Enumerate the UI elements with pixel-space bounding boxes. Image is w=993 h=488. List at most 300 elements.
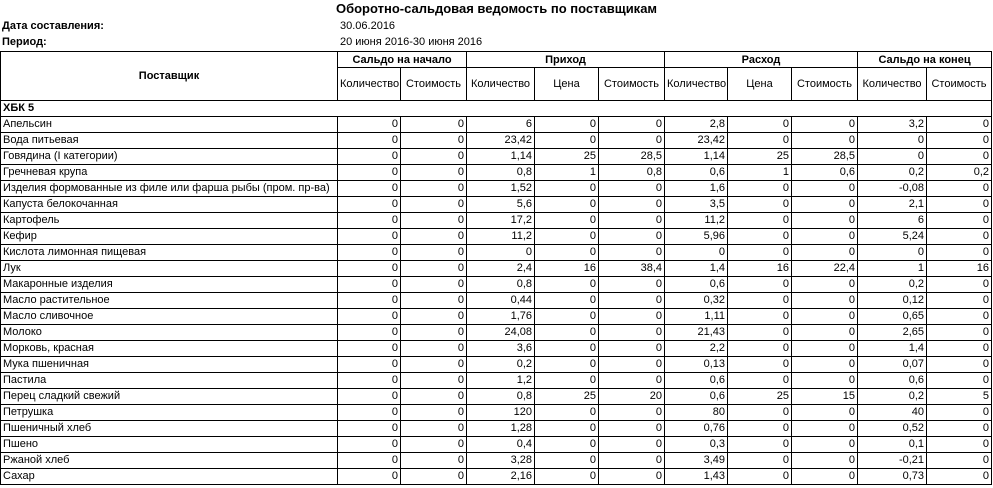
opening-qty-cell[interactable]: 0: [338, 373, 401, 389]
closing-cost-cell[interactable]: 0: [927, 453, 992, 469]
supplier-item-name[interactable]: Ржаной хлеб: [1, 453, 338, 469]
income-price-cell[interactable]: 0: [535, 197, 599, 213]
closing-cost-cell[interactable]: 0,2: [927, 165, 992, 181]
income-cost-cell[interactable]: 28,5: [599, 149, 665, 165]
opening-qty-cell[interactable]: 0: [338, 133, 401, 149]
supplier-item-name[interactable]: Пшеничный хлеб: [1, 421, 338, 437]
expense-qty-cell[interactable]: 1,4: [665, 261, 728, 277]
income-price-cell[interactable]: 0: [535, 421, 599, 437]
closing-cost-cell[interactable]: 0: [927, 229, 992, 245]
closing-qty-cell[interactable]: 2,1: [858, 197, 927, 213]
closing-cost-cell[interactable]: 5: [927, 389, 992, 405]
supplier-item-name[interactable]: Говядина (I категории): [1, 149, 338, 165]
income-qty-cell[interactable]: 2,4: [467, 261, 535, 277]
income-qty-cell[interactable]: 11,2: [467, 229, 535, 245]
opening-qty-cell[interactable]: 0: [338, 437, 401, 453]
expense-qty-cell[interactable]: 0,6: [665, 165, 728, 181]
income-price-cell[interactable]: 0: [535, 373, 599, 389]
income-qty-cell[interactable]: 0,2: [467, 357, 535, 373]
opening-qty-cell[interactable]: 0: [338, 165, 401, 181]
table-row: [1, 469, 992, 485]
income-price-cell[interactable]: 0: [535, 325, 599, 341]
closing-qty-cell[interactable]: -0,08: [858, 181, 927, 197]
closing-qty-cell[interactable]: 0,6: [858, 373, 927, 389]
closing-cost-cell[interactable]: 0: [927, 357, 992, 373]
opening-cost-cell[interactable]: 0: [401, 293, 467, 309]
expense-price-cell[interactable]: 0: [728, 213, 792, 229]
table-row: [1, 165, 992, 181]
income-cost-cell[interactable]: 0: [599, 405, 665, 421]
expense-cost-cell[interactable]: 0: [792, 213, 858, 229]
income-price-cell[interactable]: 0: [535, 469, 599, 485]
expense-cost-cell[interactable]: 0: [792, 277, 858, 293]
closing-qty-cell[interactable]: -0,21: [858, 453, 927, 469]
table-row: [1, 437, 992, 453]
expense-cost-cell[interactable]: 0: [792, 437, 858, 453]
closing-cost-cell[interactable]: 0: [927, 277, 992, 293]
closing-qty-header: Количество: [858, 68, 927, 101]
expense-cost-cell[interactable]: 0: [792, 229, 858, 245]
opening-cost-cell[interactable]: 0: [401, 181, 467, 197]
closing-cost-cell[interactable]: 0: [927, 309, 992, 325]
income-price-cell[interactable]: 0: [535, 437, 599, 453]
opening-qty-cell[interactable]: 0: [338, 117, 401, 133]
income-qty-cell[interactable]: 1,2: [467, 373, 535, 389]
expense-cost-cell[interactable]: 0: [792, 373, 858, 389]
closing-cost-cell[interactable]: 0: [927, 149, 992, 165]
expense-price-cell[interactable]: 0: [728, 277, 792, 293]
income-cost-header: Стоимость: [599, 68, 665, 101]
expense-cost-cell[interactable]: 0: [792, 341, 858, 357]
income-price-cell[interactable]: 0: [535, 357, 599, 373]
closing-qty-cell[interactable]: 0,73: [858, 469, 927, 485]
expense-qty-cell[interactable]: 0,32: [665, 293, 728, 309]
supplier-item-name[interactable]: Апельсин: [1, 117, 338, 133]
expense-price-cell[interactable]: 0: [728, 309, 792, 325]
closing-cost-cell[interactable]: 0: [927, 373, 992, 389]
expense-price-cell[interactable]: 0: [728, 181, 792, 197]
opening-cost-cell[interactable]: 0: [401, 149, 467, 165]
income-cost-cell[interactable]: 0: [599, 437, 665, 453]
income-qty-cell[interactable]: 0,8: [467, 165, 535, 181]
income-price-cell[interactable]: 0: [535, 277, 599, 293]
expense-qty-cell[interactable]: 1,6: [665, 181, 728, 197]
expense-price-cell[interactable]: 1: [728, 165, 792, 181]
expense-price-cell[interactable]: 0: [728, 437, 792, 453]
income-cost-cell[interactable]: 38,4: [599, 261, 665, 277]
expense-price-cell[interactable]: 0: [728, 357, 792, 373]
closing-qty-cell[interactable]: 0,65: [858, 309, 927, 325]
income-qty-cell[interactable]: 0,8: [467, 389, 535, 405]
opening-qty-cell[interactable]: 0: [338, 453, 401, 469]
opening-cost-cell[interactable]: 0: [401, 309, 467, 325]
expense-qty-cell[interactable]: 1,43: [665, 469, 728, 485]
closing-qty-cell[interactable]: 0: [858, 245, 927, 261]
opening-qty-cell[interactable]: 0: [338, 357, 401, 373]
opening-cost-cell[interactable]: 0: [401, 469, 467, 485]
expense-qty-header: Количество: [665, 68, 728, 101]
opening-balance-header: Сальдо на начало: [338, 52, 467, 68]
closing-cost-cell[interactable]: 0: [927, 469, 992, 485]
income-qty-cell[interactable]: 0,8: [467, 277, 535, 293]
closing-cost-cell[interactable]: 0: [927, 341, 992, 357]
expense-header: Расход: [665, 52, 858, 68]
opening-cost-cell[interactable]: 0: [401, 373, 467, 389]
table-body: [1, 101, 992, 485]
income-cost-cell[interactable]: 0: [599, 245, 665, 261]
expense-cost-cell[interactable]: 0: [792, 421, 858, 437]
expense-qty-cell[interactable]: 5,96: [665, 229, 728, 245]
opening-qty-cell[interactable]: 0: [338, 469, 401, 485]
income-qty-cell[interactable]: 5,6: [467, 197, 535, 213]
expense-cost-cell[interactable]: 0: [792, 197, 858, 213]
opening-qty-cell[interactable]: 0: [338, 277, 401, 293]
income-price-cell[interactable]: 0: [535, 453, 599, 469]
income-qty-cell[interactable]: 0,4: [467, 437, 535, 453]
expense-price-cell[interactable]: 0: [728, 373, 792, 389]
closing-cost-cell[interactable]: 0: [927, 405, 992, 421]
income-qty-cell[interactable]: 1,14: [467, 149, 535, 165]
opening-qty-cell[interactable]: 0: [338, 197, 401, 213]
closing-qty-cell[interactable]: 6: [858, 213, 927, 229]
table-row: [1, 357, 992, 373]
closing-qty-cell[interactable]: 0,2: [858, 389, 927, 405]
expense-price-cell[interactable]: 0: [728, 229, 792, 245]
opening-qty-cell[interactable]: 0: [338, 213, 401, 229]
expense-qty-cell[interactable]: 1,14: [665, 149, 728, 165]
supplier-item-name[interactable]: Молоко: [1, 325, 338, 341]
income-cost-cell[interactable]: 0: [599, 197, 665, 213]
expense-qty-cell[interactable]: 21,43: [665, 325, 728, 341]
opening-cost-cell[interactable]: 0: [401, 357, 467, 373]
income-cost-cell[interactable]: 0: [599, 357, 665, 373]
opening-qty-header: Количество: [338, 68, 401, 101]
income-price-cell[interactable]: 0: [535, 405, 599, 421]
expense-cost-cell[interactable]: 0: [792, 453, 858, 469]
income-cost-cell[interactable]: 0: [599, 421, 665, 437]
income-price-cell[interactable]: 1: [535, 165, 599, 181]
income-price-cell[interactable]: 25: [535, 389, 599, 405]
supplier-item-name[interactable]: Пшено: [1, 437, 338, 453]
closing-qty-cell[interactable]: 0: [858, 133, 927, 149]
income-cost-cell[interactable]: 0: [599, 453, 665, 469]
income-qty-cell[interactable]: 1,52: [467, 181, 535, 197]
supplier-item-name[interactable]: Масло растительное: [1, 293, 338, 309]
expense-price-cell[interactable]: 0: [728, 133, 792, 149]
closing-qty-cell[interactable]: 1,4: [858, 341, 927, 357]
supplier-item-name[interactable]: Сахар: [1, 469, 338, 485]
expense-qty-cell[interactable]: 80: [665, 405, 728, 421]
income-price-cell[interactable]: 0: [535, 133, 599, 149]
expense-qty-cell[interactable]: 2,2: [665, 341, 728, 357]
supplier-item-name[interactable]: Масло сливочное: [1, 309, 338, 325]
closing-cost-cell[interactable]: 16: [927, 261, 992, 277]
table-row: [1, 453, 992, 469]
income-cost-cell[interactable]: 0: [599, 341, 665, 357]
income-cost-cell[interactable]: 0: [599, 181, 665, 197]
income-qty-cell[interactable]: 120: [467, 405, 535, 421]
supplier-header: Поставщик: [1, 52, 338, 101]
table-row: [1, 277, 992, 293]
income-price-cell[interactable]: 25: [535, 149, 599, 165]
closing-qty-cell[interactable]: 3,2: [858, 117, 927, 133]
table-row: [1, 389, 992, 405]
closing-cost-cell[interactable]: 0: [927, 325, 992, 341]
opening-cost-cell[interactable]: 0: [401, 453, 467, 469]
expense-qty-cell[interactable]: 23,42: [665, 133, 728, 149]
period-label: Период:: [2, 36, 47, 48]
income-cost-cell[interactable]: 0: [599, 277, 665, 293]
expense-qty-cell[interactable]: 0: [665, 245, 728, 261]
closing-cost-cell[interactable]: 0: [927, 421, 992, 437]
date-label: Дата составления:: [2, 20, 104, 32]
closing-cost-cell[interactable]: 0: [927, 117, 992, 133]
closing-qty-cell[interactable]: 5,24: [858, 229, 927, 245]
table-row: [1, 373, 992, 389]
opening-cost-cell[interactable]: 0: [401, 405, 467, 421]
expense-qty-cell[interactable]: 0,6: [665, 373, 728, 389]
supplier-item-name[interactable]: Вода питьевая: [1, 133, 338, 149]
opening-cost-cell[interactable]: 0: [401, 229, 467, 245]
closing-qty-cell[interactable]: 0,2: [858, 277, 927, 293]
expense-cost-header: Стоимость: [792, 68, 858, 101]
supplier-item-name[interactable]: Морковь, красная: [1, 341, 338, 357]
opening-qty-cell[interactable]: 0: [338, 149, 401, 165]
expense-qty-cell[interactable]: 2,8: [665, 117, 728, 133]
expense-qty-cell[interactable]: 0,6: [665, 277, 728, 293]
closing-cost-cell[interactable]: 0: [927, 437, 992, 453]
income-price-cell[interactable]: 0: [535, 341, 599, 357]
closing-qty-cell[interactable]: 0,52: [858, 421, 927, 437]
expense-price-cell[interactable]: 0: [728, 245, 792, 261]
income-qty-cell[interactable]: 3,6: [467, 341, 535, 357]
expense-cost-cell[interactable]: 0: [792, 181, 858, 197]
expense-cost-cell[interactable]: 0,6: [792, 165, 858, 181]
income-qty-cell[interactable]: 0: [467, 245, 535, 261]
expense-cost-cell[interactable]: 22,4: [792, 261, 858, 277]
expense-cost-cell[interactable]: 0: [792, 293, 858, 309]
income-qty-header: Количество: [467, 68, 535, 101]
expense-cost-cell[interactable]: 0: [792, 117, 858, 133]
expense-price-cell[interactable]: 0: [728, 405, 792, 421]
opening-qty-cell[interactable]: 0: [338, 229, 401, 245]
closing-qty-cell[interactable]: 0,07: [858, 357, 927, 373]
expense-cost-cell[interactable]: 15: [792, 389, 858, 405]
supplier-item-name[interactable]: Перец сладкий свежий: [1, 389, 338, 405]
expense-qty-cell[interactable]: 0,3: [665, 437, 728, 453]
turnover-table: [0, 51, 992, 485]
expense-cost-cell[interactable]: 0: [792, 357, 858, 373]
income-price-cell[interactable]: 0: [535, 181, 599, 197]
income-qty-cell[interactable]: 23,42: [467, 133, 535, 149]
date-value[interactable]: 30.06.2016: [340, 20, 396, 32]
table-row: [1, 229, 992, 245]
opening-qty-cell[interactable]: 0: [338, 181, 401, 197]
income-price-cell[interactable]: 0: [535, 213, 599, 229]
closing-balance-header: Сальдо на конец: [858, 52, 992, 68]
opening-cost-cell[interactable]: 0: [401, 117, 467, 133]
opening-qty-cell[interactable]: 0: [338, 341, 401, 357]
expense-price-cell[interactable]: 0: [728, 341, 792, 357]
expense-qty-cell[interactable]: 0,6: [665, 389, 728, 405]
opening-cost-header: Стоимость: [401, 68, 467, 101]
closing-qty-cell[interactable]: 1: [858, 261, 927, 277]
income-cost-cell[interactable]: 0: [599, 229, 665, 245]
expense-qty-cell[interactable]: 0,76: [665, 421, 728, 437]
supplier-item-name[interactable]: Макаронные изделия: [1, 277, 338, 293]
expense-price-cell[interactable]: 25: [728, 389, 792, 405]
expense-qty-cell[interactable]: 11,2: [665, 213, 728, 229]
income-price-header: Цена: [535, 68, 599, 101]
closing-qty-cell[interactable]: 0: [858, 149, 927, 165]
table-row: [1, 341, 992, 357]
expense-qty-cell[interactable]: 3,49: [665, 453, 728, 469]
opening-cost-cell[interactable]: 0: [401, 245, 467, 261]
income-price-cell[interactable]: 0: [535, 293, 599, 309]
table-row: [1, 325, 992, 341]
opening-cost-cell[interactable]: 0: [401, 133, 467, 149]
closing-cost-cell[interactable]: 0: [927, 293, 992, 309]
opening-qty-cell[interactable]: 0: [338, 245, 401, 261]
expense-cost-cell[interactable]: 0: [792, 309, 858, 325]
income-qty-cell[interactable]: 3,28: [467, 453, 535, 469]
closing-cost-header: Стоимость: [927, 68, 992, 101]
table-row: [1, 117, 992, 133]
income-qty-cell[interactable]: 6: [467, 117, 535, 133]
opening-cost-cell[interactable]: 0: [401, 437, 467, 453]
closing-cost-cell[interactable]: 0: [927, 245, 992, 261]
group-row: [1, 101, 992, 117]
expense-price-cell[interactable]: 0: [728, 469, 792, 485]
opening-cost-cell[interactable]: 0: [401, 165, 467, 181]
expense-price-cell[interactable]: 0: [728, 197, 792, 213]
expense-price-cell[interactable]: 0: [728, 421, 792, 437]
expense-price-cell[interactable]: 0: [728, 293, 792, 309]
income-cost-cell[interactable]: 0: [599, 293, 665, 309]
closing-qty-cell[interactable]: 0,12: [858, 293, 927, 309]
opening-qty-cell[interactable]: 0: [338, 309, 401, 325]
expense-cost-cell[interactable]: 0: [792, 325, 858, 341]
opening-cost-cell[interactable]: 0: [401, 325, 467, 341]
supplier-item-name[interactable]: Пастила: [1, 373, 338, 389]
income-price-cell[interactable]: 0: [535, 245, 599, 261]
expense-cost-cell[interactable]: 0: [792, 245, 858, 261]
table-row: [1, 181, 992, 197]
table-row: [1, 149, 992, 165]
expense-price-cell[interactable]: 0: [728, 325, 792, 341]
expense-cost-cell[interactable]: 0: [792, 405, 858, 421]
supplier-item-name[interactable]: Кефир: [1, 229, 338, 245]
expense-qty-cell[interactable]: 3,5: [665, 197, 728, 213]
income-price-cell[interactable]: 0: [535, 117, 599, 133]
opening-qty-cell[interactable]: 0: [338, 405, 401, 421]
opening-qty-cell[interactable]: 0: [338, 261, 401, 277]
opening-cost-cell[interactable]: 0: [401, 421, 467, 437]
income-cost-cell[interactable]: 0: [599, 133, 665, 149]
income-cost-cell[interactable]: 0: [599, 309, 665, 325]
closing-qty-cell[interactable]: 0,1: [858, 437, 927, 453]
supplier-item-name[interactable]: Мука пшеничная: [1, 357, 338, 373]
income-qty-cell[interactable]: 1,76: [467, 309, 535, 325]
group-name[interactable]: ХБК 5: [1, 101, 338, 117]
expense-price-cell[interactable]: 16: [728, 261, 792, 277]
income-cost-cell[interactable]: 0: [599, 325, 665, 341]
income-qty-cell[interactable]: 1,28: [467, 421, 535, 437]
expense-price-cell[interactable]: 0: [728, 453, 792, 469]
table-row: [1, 293, 992, 309]
expense-cost-cell[interactable]: 0: [792, 469, 858, 485]
income-header: Приход: [467, 52, 665, 68]
opening-qty-cell[interactable]: 0: [338, 325, 401, 341]
expense-price-cell[interactable]: 0: [728, 117, 792, 133]
closing-cost-cell[interactable]: 0: [927, 133, 992, 149]
opening-cost-cell[interactable]: 0: [401, 277, 467, 293]
opening-cost-cell[interactable]: 0: [401, 197, 467, 213]
opening-qty-cell[interactable]: 0: [338, 293, 401, 309]
table-row: [1, 213, 992, 229]
table-row: [1, 133, 992, 149]
closing-qty-cell[interactable]: 40: [858, 405, 927, 421]
income-qty-cell[interactable]: 24,08: [467, 325, 535, 341]
supplier-item-name[interactable]: Картофель: [1, 213, 338, 229]
table-row: [1, 197, 992, 213]
expense-price-header: Цена: [728, 68, 792, 101]
supplier-item-name[interactable]: Лук: [1, 261, 338, 277]
income-cost-cell[interactable]: 0: [599, 373, 665, 389]
table-row: [1, 309, 992, 325]
income-price-cell[interactable]: 16: [535, 261, 599, 277]
closing-cost-cell[interactable]: 0: [927, 213, 992, 229]
income-cost-cell[interactable]: 20: [599, 389, 665, 405]
closing-cost-cell[interactable]: 0: [927, 181, 992, 197]
opening-cost-cell[interactable]: 0: [401, 261, 467, 277]
opening-qty-cell[interactable]: 0: [338, 389, 401, 405]
opening-cost-cell[interactable]: 0: [401, 389, 467, 405]
closing-cost-cell[interactable]: 0: [927, 197, 992, 213]
expense-cost-cell[interactable]: 0: [792, 133, 858, 149]
expense-price-cell[interactable]: 25: [728, 149, 792, 165]
expense-cost-cell[interactable]: 28,5: [792, 149, 858, 165]
table-row: [1, 245, 992, 261]
income-cost-cell[interactable]: 0: [599, 213, 665, 229]
supplier-item-name[interactable]: Изделия формованные из филе или фарша рыбы (пром. пр-ва): [1, 181, 338, 197]
closing-qty-cell[interactable]: 2,65: [858, 325, 927, 341]
period-value[interactable]: 20 июня 2016-30 июня 2016: [340, 36, 483, 48]
expense-qty-cell[interactable]: 1,11: [665, 309, 728, 325]
opening-cost-cell[interactable]: 0: [401, 341, 467, 357]
income-qty-cell[interactable]: 0,44: [467, 293, 535, 309]
opening-cost-cell[interactable]: 0: [401, 213, 467, 229]
supplier-item-name[interactable]: Петрушка: [1, 405, 338, 421]
income-price-cell[interactable]: 0: [535, 229, 599, 245]
closing-qty-cell[interactable]: 0,2: [858, 165, 927, 181]
report-title: Оборотно-сальдовая ведомость по поставщикам: [335, 1, 658, 16]
income-cost-cell[interactable]: 0: [599, 117, 665, 133]
supplier-item-name[interactable]: Кислота лимонная пищевая: [1, 245, 338, 261]
table-row: [1, 421, 992, 437]
income-qty-cell[interactable]: 17,2: [467, 213, 535, 229]
supplier-item-name[interactable]: Капуста белокочанная: [1, 197, 338, 213]
income-qty-cell[interactable]: 2,16: [467, 469, 535, 485]
table-row: [1, 405, 992, 421]
supplier-item-name[interactable]: Гречневая крупа: [1, 165, 338, 181]
expense-qty-cell[interactable]: 0,13: [665, 357, 728, 373]
table-row: [1, 261, 992, 277]
income-cost-cell[interactable]: 0: [599, 469, 665, 485]
income-price-cell[interactable]: 0: [535, 309, 599, 325]
opening-qty-cell[interactable]: 0: [338, 421, 401, 437]
income-cost-cell[interactable]: 0,8: [599, 165, 665, 181]
